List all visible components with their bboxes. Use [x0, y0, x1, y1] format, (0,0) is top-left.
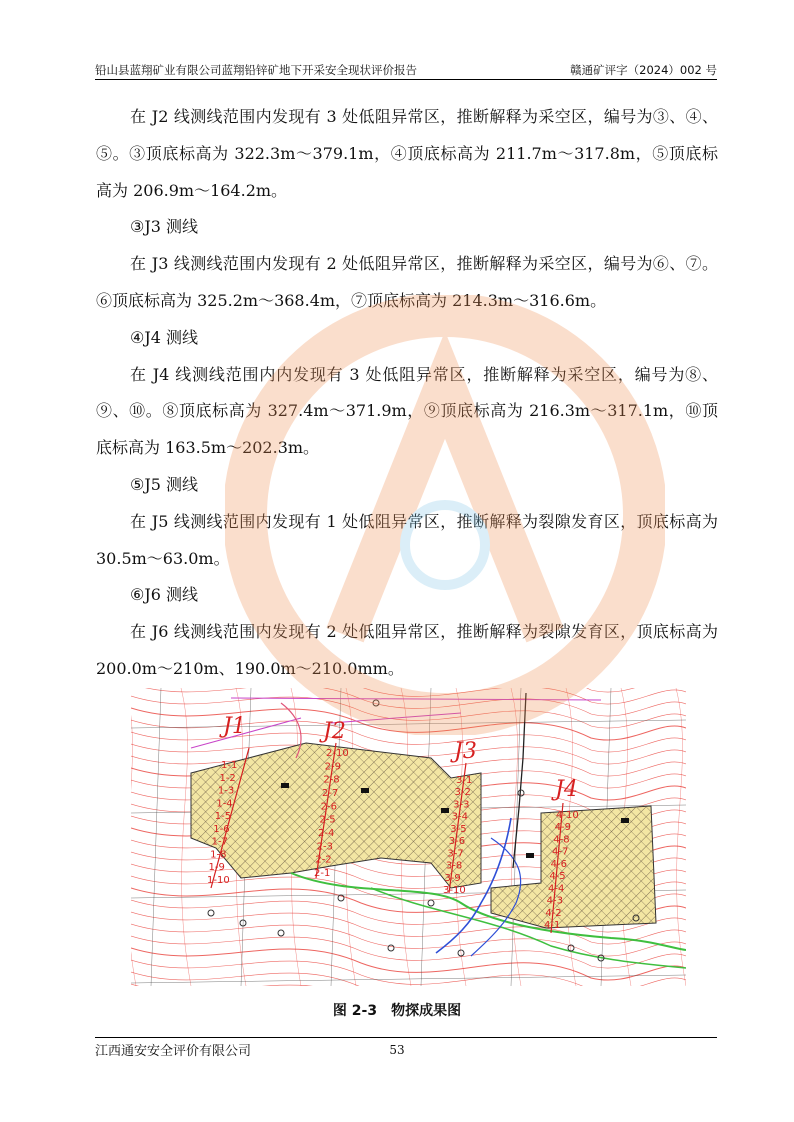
- j3-point-label: 3-8: [445, 860, 463, 872]
- j4-point-label: 4-1: [544, 920, 561, 931]
- map-marker: [428, 900, 434, 906]
- footer-company: 江西通安安全评价有限公司: [95, 1044, 252, 1059]
- j3-point-label: 3-10: [443, 885, 466, 896]
- grid-line: [151, 688, 161, 986]
- j1-point-label: 1-7: [211, 836, 229, 848]
- document-number: 赣通矿评字（2024）002 号: [570, 63, 717, 77]
- j3-point-label: 3-5: [450, 823, 467, 835]
- map-marker: [208, 910, 214, 916]
- body-text: [96, 99, 718, 688]
- heading-j3: ③J3 测线: [130, 217, 199, 237]
- j2-point-label: 2-7: [322, 788, 339, 799]
- footer-rule: [95, 1037, 717, 1038]
- mine-symbol: [526, 853, 534, 858]
- map-canvas: [131, 688, 686, 986]
- j1-point-label: 1-9: [208, 862, 225, 874]
- j3-point-label: 3-6: [448, 836, 466, 848]
- paragraph-j4: 在 J4 线测线范围内内发现有 3 处低阻异常区，推断解释为采空区，编号为⑧、⑨、⑩。⑧顶底标高为 327.4m～371.9m，⑨顶底标高为 216.3m～317.1m，⑩顶底标高为 163.5m～202.3m。: [96, 364, 718, 458]
- j1-point-label: 1-10: [207, 875, 230, 886]
- mine-symbol: [621, 818, 629, 823]
- j3-point-label: 3-7: [447, 848, 464, 860]
- j1-point-label: 1-6: [213, 823, 230, 835]
- j3-point-label: 3-9: [444, 872, 461, 884]
- page-header: [95, 60, 717, 78]
- figure-caption: 图 2-3 物探成果图: [332, 1003, 462, 1019]
- j2-point-label: 2-5: [319, 814, 336, 826]
- page-number: 53: [389, 1043, 405, 1057]
- j2-point-label: 2-2: [315, 854, 332, 866]
- j4-point-label: 4-9: [554, 822, 572, 834]
- j1-point-label: 1-1: [221, 760, 238, 771]
- contour-line: [131, 696, 686, 728]
- j2-point-label: 2-4: [318, 828, 335, 839]
- j1-point-label: 1-5: [214, 811, 232, 823]
- j1-point-label: 1-4: [216, 798, 233, 810]
- paragraph-j5: 在 J5 线测线范围内发现有 1 处低阻异常区，推断解释为裂隙发育区，顶底标高为 30.5m～63.0m。: [96, 511, 718, 568]
- contour-line: [181, 688, 191, 986]
- paragraph-j6: 在 J6 线测线范围内发现有 2 处低阻异常区，推断解释为裂隙发育区，顶底标高为 200.0m～210m、190.0m～210.0mm。: [96, 622, 718, 678]
- j2-point-label: 2-6: [320, 801, 338, 813]
- line-label-j2: J2: [323, 719, 346, 744]
- contour-line: [131, 688, 686, 692]
- contour-line: [131, 688, 686, 716]
- j3-point-label: 3-2: [454, 787, 471, 799]
- j2-point-label: 2-9: [324, 761, 342, 773]
- contour-line: [131, 720, 686, 752]
- j4-point-label: 4-10: [556, 810, 579, 821]
- contour-line: [676, 688, 686, 986]
- j2-point-label: 2-3: [316, 841, 334, 853]
- j4-point-label: 4-4: [548, 883, 565, 895]
- map-marker: [278, 930, 284, 936]
- j2-point-label: 2-8: [323, 774, 340, 786]
- paragraph-j3: 在 J3 线测线范围内发现有 2 处低阻异常区，推断解释为采空区，编号为⑥、⑦。⑥顶底标高为 325.2m～368.4m，⑦顶底标高为 214.3m～316.6m。: [96, 254, 718, 310]
- mine-symbol: [441, 808, 449, 813]
- geophysics-map: [131, 688, 686, 986]
- heading-j5: ⑤J5 测线: [130, 474, 199, 494]
- j4-point-label: 4-7: [552, 846, 569, 858]
- j2-point-label: 2-10: [326, 748, 349, 759]
- j4-point-label: 4-8: [553, 834, 570, 846]
- map-marker: [388, 945, 394, 951]
- header-rule: [95, 79, 717, 80]
- j1-point-label: 1-3: [217, 785, 235, 797]
- j3-point-label: 3-4: [451, 811, 469, 823]
- j4-point-label: 4-6: [550, 858, 568, 870]
- j4-point-label: 4-5: [549, 871, 566, 883]
- j4-point-label: 4-2: [545, 907, 562, 919]
- j2-point-label: 2-1: [314, 868, 331, 879]
- mine-symbol: [281, 783, 289, 788]
- black-road: [513, 693, 526, 868]
- line-label-j3: J3: [454, 739, 477, 764]
- contour-line: [131, 960, 686, 986]
- j1-point-label: 1-2: [219, 772, 236, 784]
- j1-point-label: 1-8: [210, 849, 227, 861]
- j3-point-label: 3-1: [456, 775, 473, 786]
- line-label-j4: J4: [555, 777, 578, 802]
- mine-symbol: [361, 788, 369, 793]
- heading-j4: ④J4 测线: [130, 327, 199, 347]
- paragraph-j2: 在 J2 线测线范围内发现有 3 处低阻异常区，推断解释为采空区，编号为③、④、⑤。③顶底标高为 322.3m～379.1m，④顶底标高为 211.7m～317.8m，⑤顶底标高为 206.9m～164.2m。: [96, 107, 718, 200]
- heading-j6: ⑥J6 测线: [130, 585, 199, 605]
- line-label-j1: J1: [223, 714, 246, 739]
- grid-line: [131, 720, 686, 728]
- report-title: 铅山县蓝翔矿业有限公司蓝翔铅锌矿地下开采安全现状评价报告: [95, 63, 417, 77]
- j4-point-label: 4-3: [546, 895, 564, 907]
- contour-line: [131, 948, 686, 980]
- j3-point-label: 3-3: [453, 799, 470, 811]
